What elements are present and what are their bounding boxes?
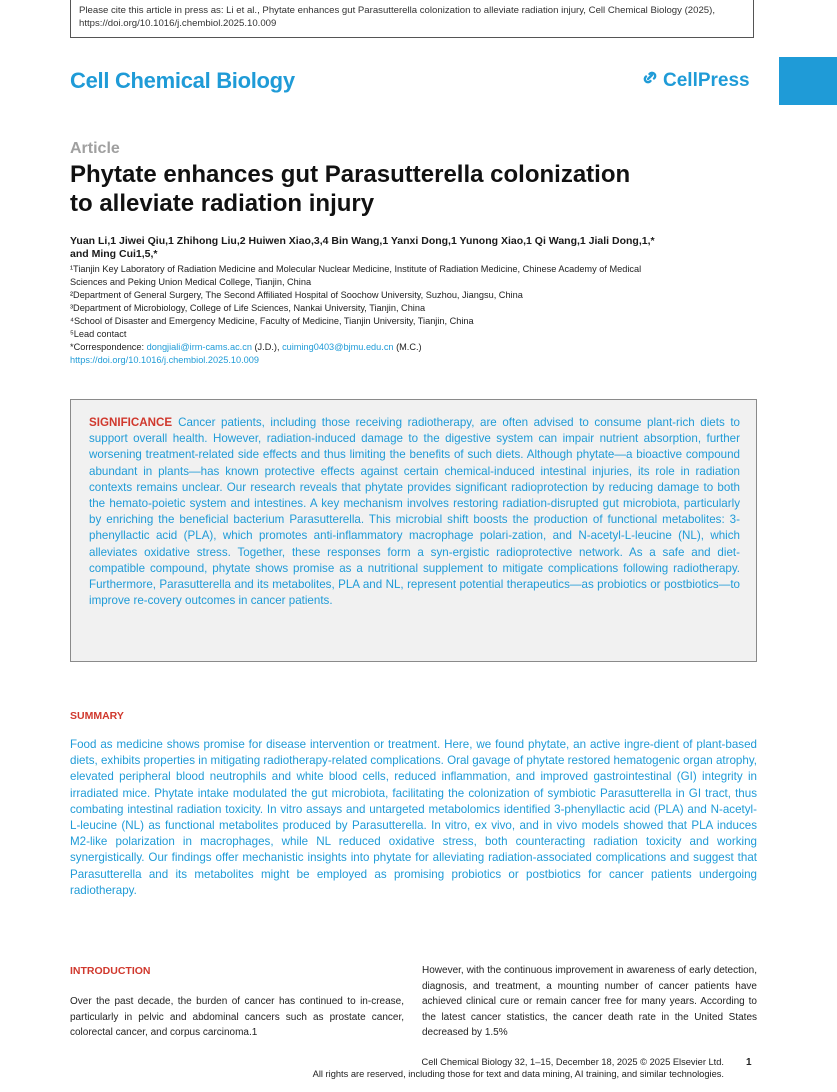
correspondence-label: *Correspondence: bbox=[70, 342, 147, 352]
page-number: 1 bbox=[746, 1057, 752, 1068]
introduction-heading: INTRODUCTION bbox=[70, 965, 151, 977]
email-link-2[interactable]: cuiming0403@bjmu.edu.cn bbox=[282, 342, 394, 352]
significance-body bbox=[89, 415, 740, 609]
affiliations bbox=[70, 263, 770, 367]
affiliation-line: ²Department of General Surgery, The Second Affiliated Hospital of Soochow University, Suzhou, Jiangsu, China bbox=[70, 290, 523, 300]
publisher-name: CellPress bbox=[663, 70, 750, 91]
correspondence bbox=[70, 341, 770, 354]
email-2-suffix: (M.C.) bbox=[393, 342, 422, 352]
citation-line-2: https://doi.org/10.1016/j.chembiol.2025.10.009 bbox=[79, 18, 277, 29]
affiliation-line: ⁵Lead contact bbox=[70, 329, 127, 339]
affiliation-line: ¹Tianjin Key Laboratory of Radiation Medicine and Molecular Nuclear Medicine, Institute of Radiation Medicine, Chinese Academy of Medical bbox=[70, 264, 642, 274]
authors-line-1: Yuan Li,1 Jiwei Qiu,1 Zhihong Liu,2 Huiwen Xiao,3,4 Bin Wang,1 Yanxi Dong,1 Yunong Xiao,1 Qi Wang,1 Jiali Dong,1,* bbox=[70, 235, 655, 247]
section-color-tab bbox=[779, 57, 837, 105]
significance-box bbox=[70, 399, 757, 662]
article-type-label: Article bbox=[70, 140, 120, 157]
introduction-right-column: However, with the continuous improvement in awareness of early detection, diagnosis, and treatment, a mounting number of cancer patients have achieved clinical cure or remain cancer free for many years. According to the latest cancer statistics, the cancer death rate in the United States decreased by 1.5% bbox=[422, 965, 757, 1039]
email-link-1[interactable]: dongjiali@irm-cams.ac.cn bbox=[146, 342, 252, 352]
introduction-left-column: Over the past decade, the burden of cancer has continued to in-crease, particularly in pelvic and abdominal cancers such as prostate cancer, colorectal cancer, and corpus carcinoma.1 bbox=[70, 996, 404, 1039]
citation-box bbox=[70, 0, 754, 38]
significance-heading: SIGNIFICANCE bbox=[89, 416, 173, 429]
doi-link[interactable]: https://doi.org/10.1016/j.chembiol.2025.10.009 bbox=[70, 355, 259, 365]
summary-text: Food as medicine shows promise for disease intervention or treatment. Here, we found phytate, an active ingre-dient of plant-based diets, exhibits properties in mitigating radiotherapy-related complications. Oral gavage of phytate restored hematogenic organ atrophy, elevated peripheral blood neutrophils and white blood cells, reduced inflammation, and improved gastrointestinal (GI) integrity in irradiated mice. Phytate intake modulated the gut microbiota, facilitating the colonization of symbiotic Parasutterella in GI tract, thus combating intestinal radiation toxicity. In vitro assays and untargeted metabolomics identified 3-phenyllactic acid (PLA) and N-acetyl-L-leucine (NL) as functional metabolites produced by Parasutterella. In vitro, ex vivo, and in vivo models showed that PLA induces M2-like polarization in macrophages, while NL reduced oxidative stress, both counteracting radiation toxicity and working synergistically. Our findings offer mechanistic insights into phytate for alleviating radiation-associated complications and suggest that Parasutterella and its metabolites might be employed as promising probiotics or postbiotics for cancer patients undergoing radiotherapy. bbox=[70, 738, 757, 897]
footer-citation: Cell Chemical Biology 32, 1–15, December 18, 2025 © 2025 Elsevier Ltd. bbox=[421, 1057, 724, 1067]
author-list bbox=[70, 235, 760, 261]
title-line-1: Phytate enhances gut Parasutterella colonization bbox=[70, 161, 631, 188]
cellpress-logo-icon bbox=[641, 70, 659, 92]
footer-rights: All rights are reserved, including those for text and data mining, AI training, and similar technologies. bbox=[312, 1069, 724, 1079]
affiliation-line: Sciences and Peking Union Medical College, Tianjin, China bbox=[70, 277, 312, 287]
significance-text: Cancer patients, including those receiving radiotherapy, are often advised to consume plant-rich diets to support overall health. However, radiation-induced damage to the digestive system can impair nutrient absorption, further worsening treatment-related side effects and thus limiting the benefits of such diets. Although phytate—a bioactive compound abundant in plants—has known protective effects against certain chemical-induced intestinal injuries, its role in radiation contexts remains unclear. Our research reveals that phytate provides significant radioprotection by reducing damage to both the hemato-poietic system and intestines. A key mechanism involves restoring radiation-disrupted gut microbiota, particularly by enriching the beneficial bacterium Parasutterella. This microbial shift boosts the production of functional metabolites: 3-phenyllactic acid (PLA), which promotes anti-inflammatory macrophage polari-zation, and N-acetyl-L-leucine (NL), which alleviates oxidative stress. Together, these responses form a syn-ergistic radioprotective network. As a safe and diet-compatible compound, phytate shows promise as a nutritional supplement to mitigate complications following radiotherapy. Furthermore, Parasutterella and its metabolites, PLA and NL, represent potential therapeutics—as probiotics or postbiotics—to improve re-covery outcomes in cancer patients. bbox=[89, 416, 740, 608]
email-1-suffix: (J.D.), bbox=[251, 342, 283, 352]
publisher-logo bbox=[641, 70, 750, 92]
authors-line-2: and Ming Cui1,5,* bbox=[70, 248, 158, 260]
affiliation-line: ⁴School of Disaster and Emergency Medicine, Faculty of Medicine, Tianjin University, Tianjin, China bbox=[70, 316, 474, 326]
title-line-2: to alleviate radiation injury bbox=[70, 190, 375, 217]
journal-name: Cell Chemical Biology bbox=[70, 68, 295, 93]
affiliation-line: ³Department of Microbiology, College of Life Sciences, Nankai University, Tianjin, China bbox=[70, 303, 426, 313]
summary-heading: SUMMARY bbox=[70, 710, 124, 722]
article-title bbox=[70, 160, 750, 218]
citation-line-1: Please cite this article in press as: Li et al., Phytate enhances gut Parasutterella colonization to alleviate radiation injury, Cell Chemical Biology (2025), bbox=[79, 5, 716, 16]
